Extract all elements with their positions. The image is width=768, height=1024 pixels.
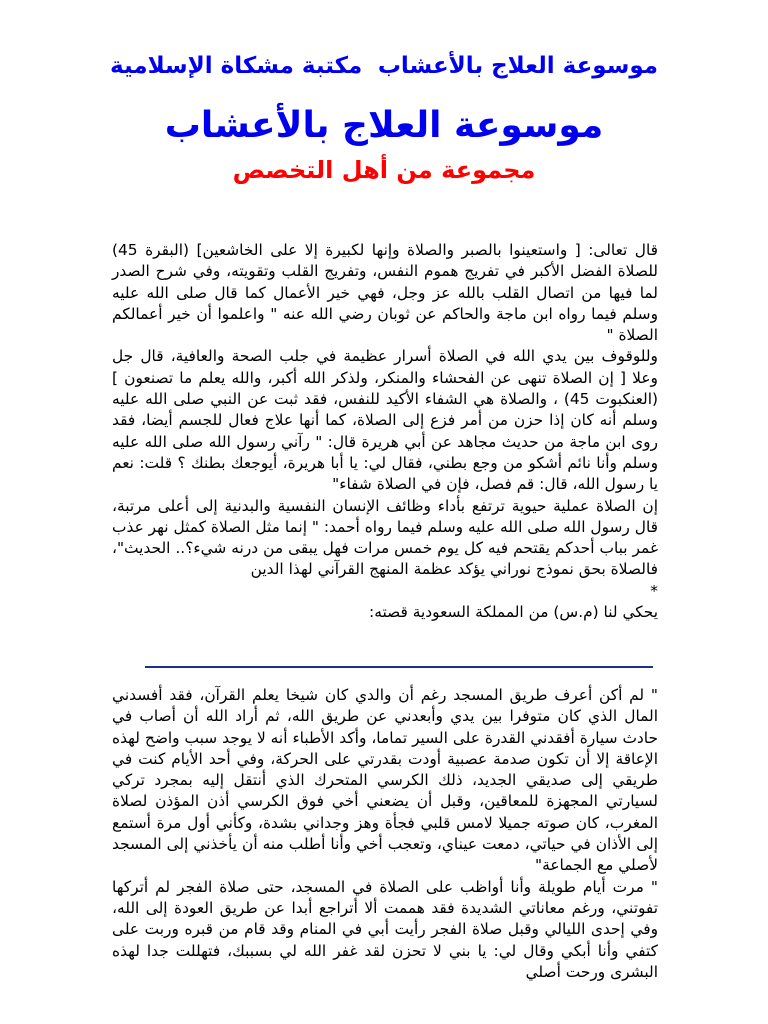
intro-paragraph: قال تعالى: [ واستعينوا بالصبر والصلاة وإنها لكبيرة إلا على الخاشعين] (البقرة 45) للصلاة الفضل الأكبر في تفريج هموم النفس، وتفريج القلب وتقويته، وفي شرح الصدر لما فيها من اتصال القلب بالله عز وجل، فهي خير الأعمال كما قال صلى الله عليه وسلم فيما رواه ابن ماجة والحاكم عن ثوبان رضي الله عنه " واعلموا أن خير أعمالكم الصلاة "	[112, 241, 658, 345]
main-title: موسوعة العلاج بالأعشاب	[164, 105, 604, 146]
intro-text	[112, 240, 658, 623]
subtitle: مجموعة من أهل التخصص	[232, 156, 536, 184]
section-divider	[145, 666, 653, 668]
header-library-name: مكتبة مشكاة الإسلامية	[110, 53, 363, 79]
header-book-title: موسوعة العلاج بالأعشاب	[377, 53, 658, 79]
intro-paragraph: وللوقوف بين يدي الله في الصلاة أسرار عظيمة في جلب الصحة والعافية، قال جل وعلا [ إن الصلاة تنهى عن الفحشاء والمنكر، ولذكر الله أكبر، والله يعلم ما تصنعون ] (العنكبوت 45) ، والصلاة هي الشفاء الأكيد للنفس، فقد ثبت عن النبي صلى الله عليه وسلم أنه كان إذا حزن من أمر فزع إلى الصلاة، كما أنها علاج فعال للجسم أيضا، فقد روى ابن ماجة من حديث مجاهد عن أبي هريرة قال: " رآني رسول الله صلى الله عليه وسلم وأنا نائم أشكو من وجع بطني، فقال لي: يا أبا هريرة، أيوجعك بطنك ؟ قلت: نعم يا رسول الله، قال: قم فصل، فإن في الصلاة شفاء"	[112, 347, 658, 494]
page-header	[110, 46, 658, 86]
story-paragraph: " مرت أيام طويلة وأنا أواظب على الصلاة في المسجد، حتى صلاة الفجر لم أتركها تفوتني، ورغم معاناتي الشديدة فقد هممت ألا أتراجع أبدا عن طريق العودة إلى الله، وفي إحدى الليالي وقبل صلاة الفجر رأيت أبي في المنام وقد قام من قبره وربت على كتفي وأنا أبكي وقال لي: يا بني لا تحزن لقد غفر الله لي بسببك، فتهللت جدا لهذه البشرى ورحت أصلي	[112, 877, 658, 981]
intro-separator: *	[650, 581, 658, 600]
intro-paragraph: يحكي لنا (م.س) من المملكة السعودية قصته:	[369, 603, 658, 622]
intro-paragraph: إن الصلاة عملية حيوية ترتفع بأداء وظائف الإنسان النفسية والبدنية إلى أعلى مرتبة، قال رسول الله صلى الله عليه وسلم فيما رواه أحمد: " إنما مثل الصلاة كمثل نهر عذب غمر بباب أحدكم يقتحم فيه كل يوم خمس مرات فهل يبقى من درنه شيء؟.. الحديث"، فالصلاة بحق نموذج نوراني يؤكد عظمة المنهج القرآني لهذا الدين	[112, 496, 658, 579]
story-paragraph: " لم أكن أعرف طريق المسجد رغم أن والدي كان شيخا يعلم القرآن، فقد أفسدني المال الذي كان متوفرا بين يدي وأبعدني عن طريق الله، ثم أراد الله أن أصاب في حادث سيارة أفقدني القدرة على السير تماما، وأكد الأطباء أنه لا يوجد سبب واضح لهذه الإعاقة إلا أن تكون صدمة عصبية أودت بقدرتي على الحركة، وفي أحد الأيام كنت في طريقي إلى صديقي الجديد، ذلك الكرسي المتحرك الذي أنتقل إليه بمجرد تركي لسيارتي المجهزة للمعاقين، وقبل أن يضعني أخي فوق الكرسي أذن المؤذن لصلاة المغرب، كان صوته جميلا لامس قلبي فجأة وهز وجداني بشدة، وكأني أول مرة أستمع إلى الأذان في حياتي، دمعت عيناي، وتعجب أخي وأنا أطلب منه أن يأخذني إلى المسجد لأصلي مع الجماعة"	[112, 686, 658, 875]
story-text	[112, 685, 658, 983]
